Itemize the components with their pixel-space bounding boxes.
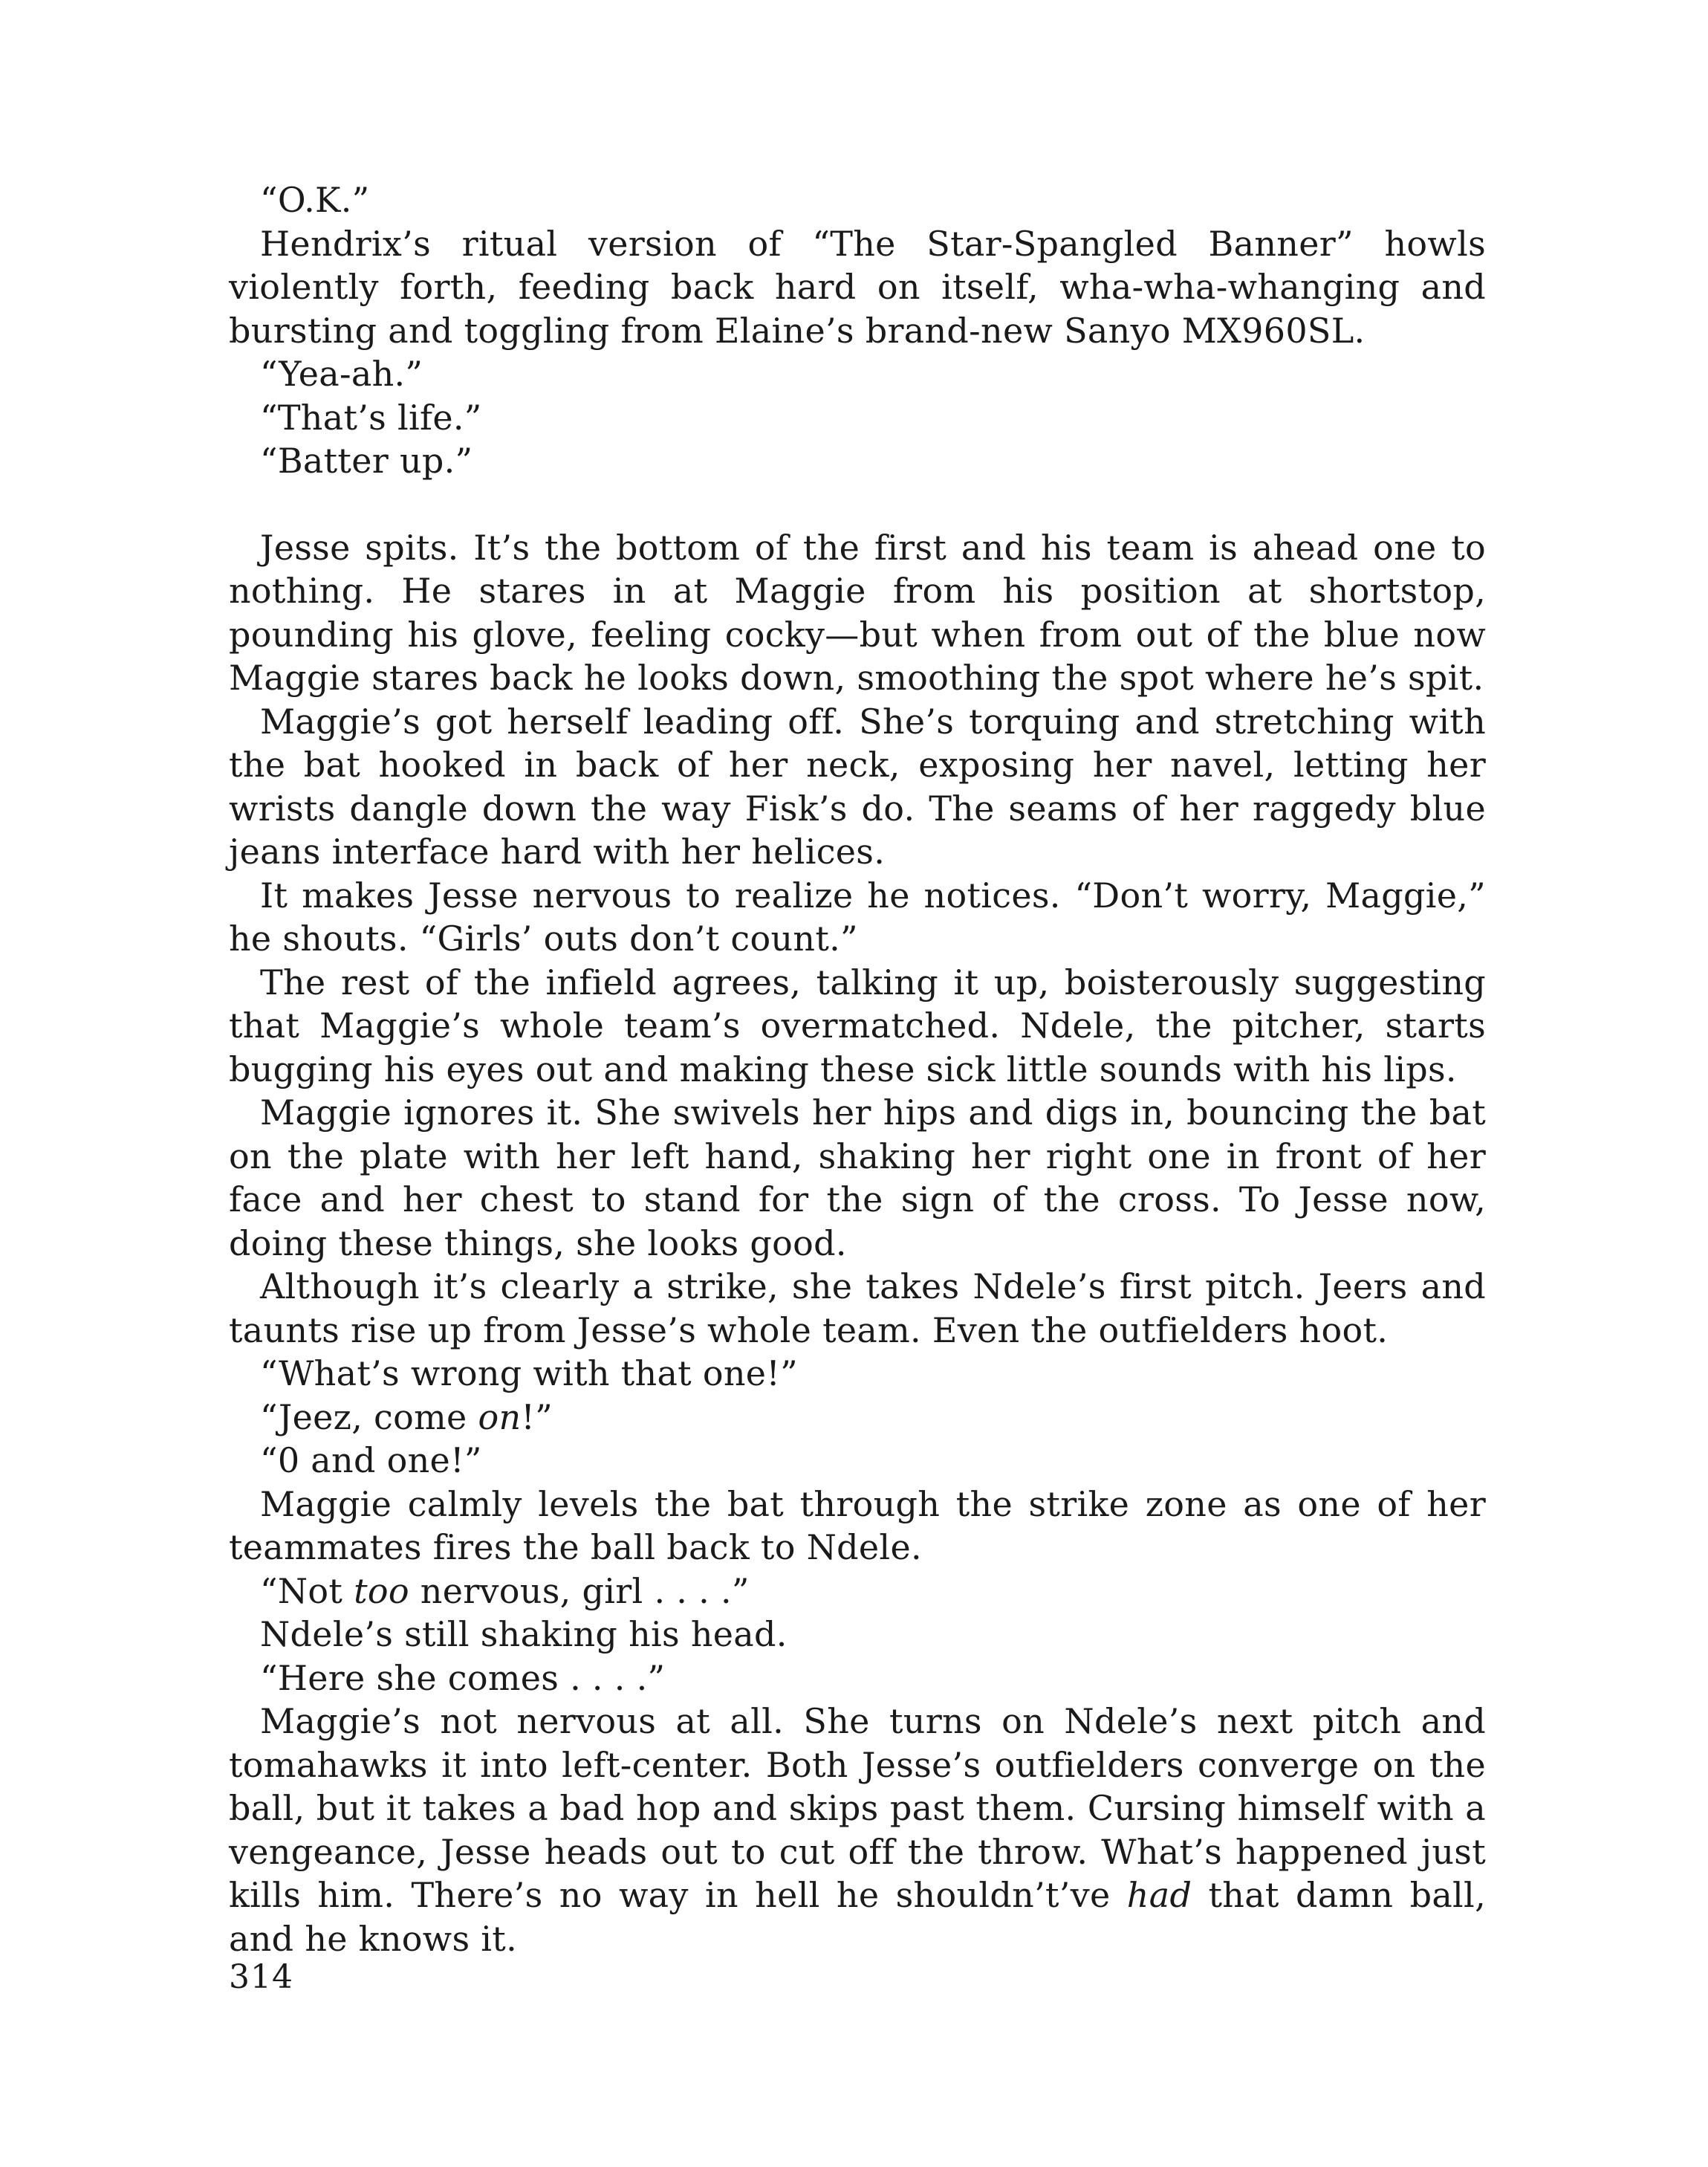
emphasis: had xyxy=(1126,1875,1192,1915)
opening-section xyxy=(229,178,1486,483)
dialog-line: “0 and one!” xyxy=(260,1440,482,1480)
paragraph: The rest of the infield agrees, talking it up, boisterously suggesting that Maggie’s whole team’s overmatched. Ndele, the pitcher, starts bugging his eyes out and making these sick little sounds with his lips. xyxy=(229,962,1486,1089)
dialog-line: “O.K.” xyxy=(260,180,370,220)
dialog-text: “Jeez, come xyxy=(260,1396,478,1437)
dialog-line: “Here she comes . . . .” xyxy=(260,1657,666,1698)
paragraph-text: Maggie’s not nervous at all. She turns on Ndele’s next pitch and tomahawks it into left-center. Both Jesse’s outfielders converge on the ball, but it takes a bad hop and skips past them. Cursing himself with a vengeance, Jesse heads out to cut off the throw. What’s happened just kills him. There’s no way in hell he shouldn’t’ve xyxy=(229,1701,1486,1915)
dialog-line: “That’s life.” xyxy=(260,397,482,438)
page-text xyxy=(229,178,1486,1960)
dialog-line xyxy=(229,1570,1486,1613)
dialog-text: !” xyxy=(521,1396,553,1437)
paragraph: Maggie calmly levels the bat through the strike zone as one of her teammates fires the ball back to Ndele. xyxy=(229,1483,1486,1567)
paragraph: Although it’s clearly a strike, she takes Ndele’s first pitch. Jeers and taunts rise up from Jesse’s whole team. Even the outfielders hoot. xyxy=(229,1266,1486,1350)
paragraph: It makes Jesse nervous to realize he notices. “Don’t worry, Maggie,” he shouts. “Girls’ outs don’t count.” xyxy=(229,875,1486,959)
paragraph: Maggie’s got herself leading off. She’s torquing and stretching with the bat hooked in back of her neck, exposing her navel, letting her wrists dangle down the way Fisk’s do. The seams of her raggedy blue jeans interface hard with her helices. xyxy=(229,701,1486,872)
emphasis: on xyxy=(478,1396,522,1437)
dialog-line: “What’s wrong with that one!” xyxy=(260,1353,798,1393)
dialog-line: Ndele’s still shaking his head. xyxy=(260,1614,788,1654)
paragraph xyxy=(229,1700,1486,1960)
paragraph: Maggie ignores it. She swivels her hips and digs in, bouncing the bat on the plate with her left hand, shaking her right one in front of her face and her chest to stand for the sign of the cross. To Jesse now, doing these things, she looks good. xyxy=(229,1092,1486,1263)
dialog-line: “Yea-ah.” xyxy=(260,354,423,394)
emphasis: too xyxy=(354,1570,409,1611)
dialog-line: “Batter up.” xyxy=(260,441,473,481)
page-number: 314 xyxy=(229,1958,293,1996)
paragraph: Jesse spits. It’s the bottom of the first and his team is ahead one to nothing. He stares in at Maggie from his position at shortstop, pounding his glove, feeling cocky—but when from out of the blue now Maggie stares back he looks down, smoothing the spot where he’s spit. xyxy=(229,527,1486,698)
dialog-text: nervous, girl . . . .” xyxy=(409,1570,750,1611)
dialog-text: “Not xyxy=(260,1570,354,1611)
body-section xyxy=(229,526,1486,1961)
section-break xyxy=(229,483,1486,526)
paragraph: Hendrix’s ritual version of “The Star-Spangled Banner” howls violently forth, feeding back hard on itself, wha-wha-whanging and bursting and toggling from Elaine’s brand-new Sanyo MX960SL. xyxy=(229,223,1486,351)
paragraph-text: that damn ball, and he knows it. xyxy=(229,1875,1486,1959)
dialog-line xyxy=(229,1396,1486,1439)
